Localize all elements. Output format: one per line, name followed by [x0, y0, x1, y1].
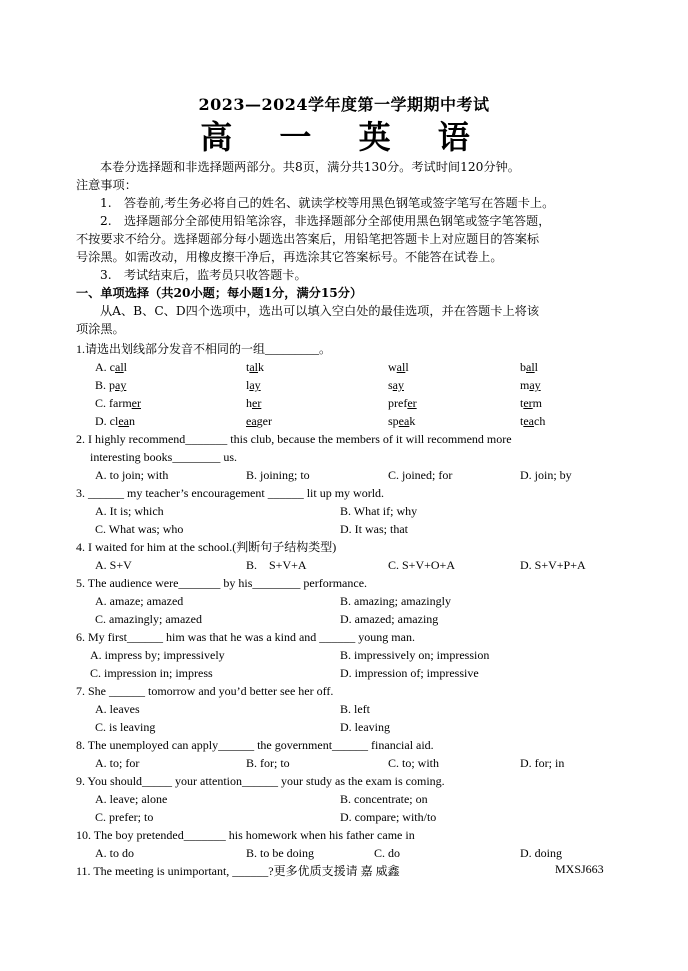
option-a: A. leaves	[95, 702, 140, 716]
exam-intro: 本卷分选择题和非选择题两部分。共8页，满分共130分。考试时间120分钟。	[100, 160, 520, 174]
word-part: w	[388, 360, 397, 374]
option-b: B. left	[340, 702, 370, 716]
option-d: D. S+V+P+A	[520, 558, 586, 572]
word-part: D. cl	[95, 414, 119, 428]
option-a: A. impress by; impressively	[90, 648, 225, 662]
pronunciation-word	[246, 412, 272, 430]
word-part: n	[128, 414, 135, 428]
pronunciation-word	[520, 358, 538, 376]
option-a: A. It is; which	[95, 504, 164, 518]
word-part: k	[258, 360, 265, 374]
exam-title: 2023—2024学年度第一学期期中考试	[198, 95, 490, 114]
option-c: C. amazingly; amazed	[95, 612, 202, 626]
word-part: ger	[256, 414, 272, 428]
pronunciation-word	[520, 376, 541, 394]
word-part: l	[123, 360, 128, 374]
option-a: A. amaze; amazed	[95, 594, 184, 608]
question-stem: 8. The unemployed can apply______ the government______ financial aid.	[76, 738, 434, 752]
word-part: m	[520, 378, 530, 392]
section-heading: 一、单项选择（共20小题；每小题1分，满分15分）	[76, 286, 363, 300]
question-stem: 4. I waited for him at the school.(判断句子结构类型)	[76, 540, 337, 554]
underlined-letters: ea	[246, 414, 257, 428]
option-c: C. S+V+O+A	[388, 558, 455, 572]
underlined-letters: ay	[115, 378, 127, 392]
option-d: D. compare; with/to	[340, 810, 437, 824]
underlined-letters: al	[526, 360, 535, 374]
pronunciation-word	[95, 394, 141, 412]
word-part: l	[534, 360, 539, 374]
option-a: A. to join; with	[95, 468, 169, 482]
section-instruction: 从A、B、C、D四个选项中，选出可以填入空白处的最佳选项，并在答题卡上将该	[100, 304, 540, 318]
option-b: B. impressively on; impression	[340, 648, 490, 662]
underlined-letters: ea	[523, 414, 534, 428]
question-stem: 10. The boy pretended_______ his homework when his father came in	[76, 828, 415, 842]
notice-heading: 注意事项：	[76, 178, 137, 192]
notice-item-2-cont-2: 号涂黑。如需改动，用橡皮擦干净后，再选涂其它答案标号。不能答在试卷上。	[76, 250, 503, 264]
option-d: D. for; in	[520, 756, 565, 770]
word-part: ch	[534, 414, 546, 428]
pronunciation-word	[95, 358, 127, 376]
option-b: B. concentrate; on	[340, 792, 428, 806]
pronunciation-word	[520, 394, 542, 412]
underlined-letters: al	[396, 360, 406, 374]
option-c: C. prefer; to	[95, 810, 154, 824]
option-d: D. doing	[520, 846, 562, 860]
word-part: A. c	[95, 360, 115, 374]
question-stem-cont: interesting books________ us.	[90, 450, 237, 464]
option-b: B. amazing; amazingly	[340, 594, 451, 608]
option-a: A. to do	[95, 846, 134, 860]
word-part: t	[520, 396, 524, 410]
pronunciation-word	[388, 412, 415, 430]
word-part: m	[532, 396, 543, 410]
option-a: A. S+V	[95, 558, 132, 572]
pronunciation-word	[520, 412, 545, 430]
word-part: l	[405, 360, 409, 374]
option-d: D. leaving	[340, 720, 390, 734]
option-b: B. for; to	[246, 756, 290, 770]
option-c: C. is leaving	[95, 720, 156, 734]
pronunciation-word	[246, 376, 261, 394]
option-d: D. join; by	[520, 468, 572, 482]
question-stem: 7. She ______ tomorrow and you’d better see her off.	[76, 684, 334, 698]
document-code: MXSJ663	[555, 862, 604, 876]
option-a: A. to; for	[95, 756, 140, 770]
option-d: D. amazed; amazing	[340, 612, 439, 626]
word-part: l	[246, 378, 250, 392]
notice-item-3: 3. 考试结束后，监考员只收答题卡。	[100, 268, 307, 282]
underlined-letters: ea	[398, 414, 410, 428]
option-b: B. S+V+A	[246, 558, 307, 572]
underlined-letters: er	[523, 396, 533, 410]
underlined-letters: ea	[118, 414, 129, 428]
notice-item-2-cont-1: 不按要求不给分。选择题部分每小题选出答案后，用铅笔把答题卡上对应题目的答案标	[76, 232, 540, 246]
option-d: D. impression of; impressive	[340, 666, 479, 680]
pronunciation-word	[95, 412, 135, 430]
pronunciation-word	[95, 376, 126, 394]
word-part: pref	[388, 396, 408, 410]
word-part: h	[246, 396, 252, 410]
word-part: t	[246, 360, 250, 374]
pronunciation-word	[388, 376, 404, 394]
word-part: s	[388, 378, 393, 392]
question-stem: 1.请选出划线部分发音不相同的一组_________。	[76, 342, 332, 356]
question-stem: 11. The meeting is unimportant, ______?更多优质支援请 嘉 威鑫	[76, 864, 400, 878]
underlined-letters: al	[249, 360, 259, 374]
option-c: C. What was; who	[95, 522, 184, 536]
question-stem: 2. I highly recommend_______ this club, because the members of it will recommend more	[76, 432, 512, 446]
word-part: t	[520, 414, 524, 428]
question-stem: 6. My first______ him was that he was a kind and ______ young man.	[76, 630, 415, 644]
underlined-letters: ay	[249, 378, 261, 392]
option-b: B. What if; why	[340, 504, 418, 518]
underlined-letters: ay	[392, 378, 404, 392]
option-b: B. joining; to	[246, 468, 310, 482]
pronunciation-word	[388, 394, 417, 412]
option-a: A. leave; alone	[95, 792, 168, 806]
pronunciation-word	[246, 394, 261, 412]
option-b: B. to be doing	[246, 846, 314, 860]
underlined-letters: ay	[529, 378, 541, 392]
underlined-letters: er	[407, 396, 417, 410]
option-c: C. to; with	[388, 756, 440, 770]
pronunciation-word	[388, 358, 409, 376]
underlined-letters: er	[131, 396, 141, 410]
pronunciation-word	[246, 358, 264, 376]
subject-title: 高 一 英 语	[200, 118, 488, 156]
option-c: C. impression in; impress	[90, 666, 213, 680]
notice-item-1: 1. 答卷前,考生务必将自己的姓名、就读学校等用黑色钢笔或签字笔写在答题卡上。	[100, 196, 555, 210]
option-d: D. It was; that	[340, 522, 408, 536]
word-part: k	[409, 414, 416, 428]
question-stem: 5. The audience were_______ by his________ performance.	[76, 576, 368, 590]
notice-item-2: 2. 选择题部分全部使用铅笔涂容，非选择题部分全部使用黑色钢笔或签字笔答题，	[100, 214, 551, 228]
underlined-letters: al	[115, 360, 124, 374]
word-part: C. farm	[95, 396, 132, 410]
option-c: C. joined; for	[388, 468, 453, 482]
word-part: sp	[388, 414, 399, 428]
word-part: B. p	[95, 378, 116, 392]
underlined-letters: er	[252, 396, 262, 410]
question-stem: 3. ______ my teacher’s encouragement ______ lit up my world.	[76, 486, 385, 500]
option-c: C. do	[374, 846, 401, 860]
question-stem: 9. You should_____ your attention______ your study as the exam is coming.	[76, 774, 445, 788]
word-part: b	[520, 360, 526, 374]
section-instruction-cont: 项涂黑。	[76, 322, 125, 336]
